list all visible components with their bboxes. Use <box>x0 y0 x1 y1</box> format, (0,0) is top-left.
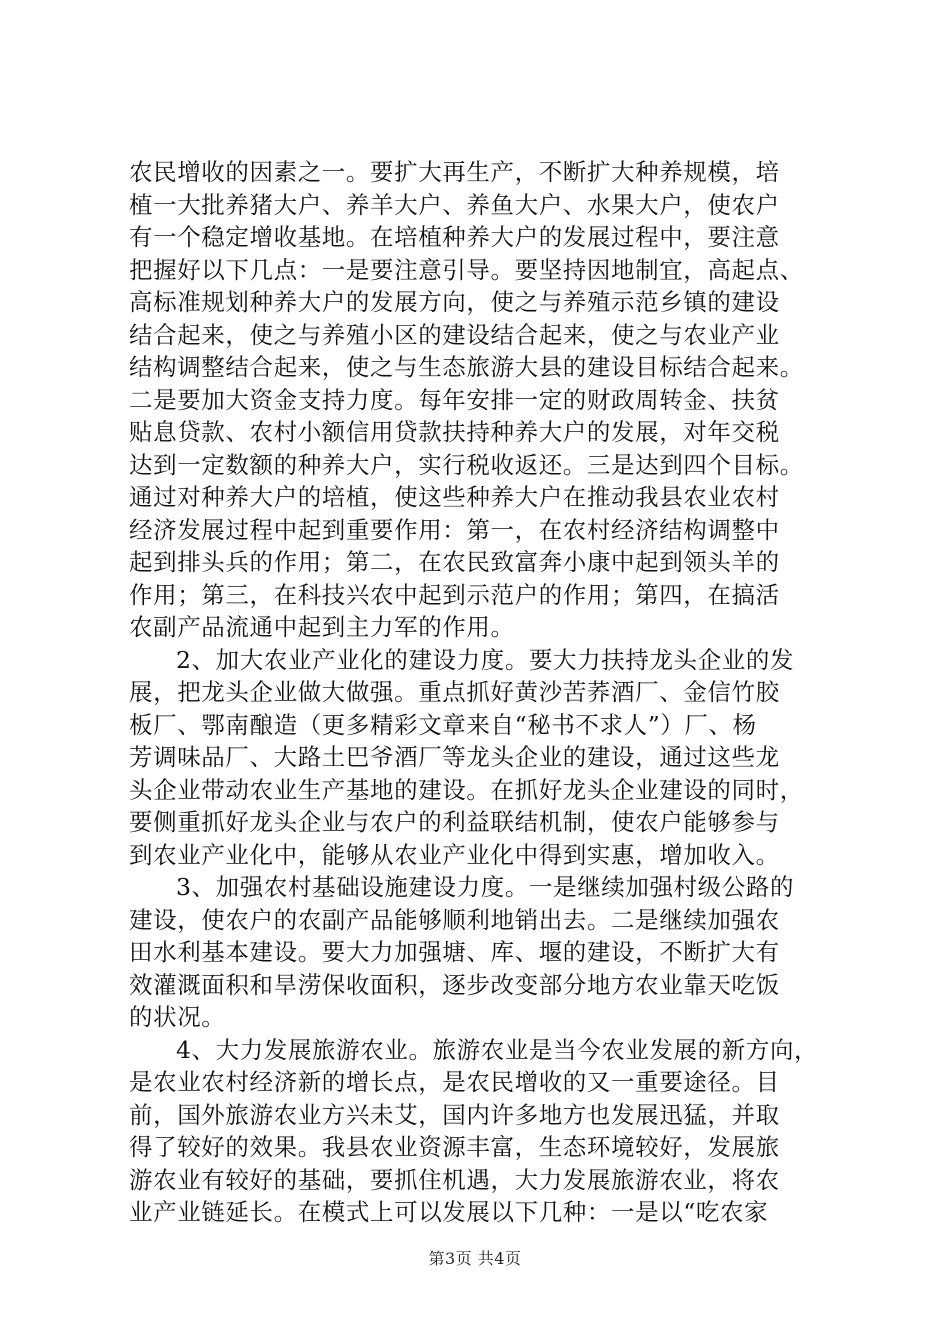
text-line: 前，国外旅游农业方兴未艾，国内许多地方也发展迅猛，并取 <box>129 1100 780 1129</box>
text-line: 高标准规划种养大户的发展方向，使之与养殖示范乡镇的建设 <box>129 288 780 316</box>
text-line: 经济发展过程中起到重要作用：第一，在农村经济结构调整中 <box>129 515 780 544</box>
text-line: 结构调整结合起来，使之与生态旅游大县的建设目标结合起来。 <box>129 353 804 381</box>
text-line: 游农业有较好的基础，要抓住机遇，大力发展旅游农业，将农 <box>129 1165 780 1194</box>
text-line: 田水利基本建设。要大力加强塘、库、堰的建设，不断扩大有 <box>129 938 780 966</box>
text-line: 板厂、鄂南酿造（更多精彩文章来自“秘书不求人”）厂、杨 <box>129 710 757 739</box>
page-footer: 第3页 共4页 <box>428 1249 522 1268</box>
text-line: 4、大力发展旅游农业。旅游农业是当今农业发展的新方向， <box>176 1035 819 1064</box>
text-line: 农民增收的因素之一。要扩大再生产，不断扩大种养规模，培 <box>129 158 780 186</box>
text-line: 二是要加大资金支持力度。每年安排一定的财政周转金、扶贫 <box>129 385 780 414</box>
text-line: 通过对种养大户的培植，使这些种养大户在推动我县农业农村 <box>129 483 780 511</box>
text-line: 结合起来，使之与养殖小区的建设结合起来，使之与农业产业 <box>129 320 780 349</box>
text-line: 起到排头兵的作用；第二，在农民致富奔小康中起到领头羊的 <box>129 548 780 576</box>
text-line: 建设，使农户的农副产品能够顺利地销出去。二是继续加强农 <box>129 905 780 934</box>
text-line: 芳调味品厂、大路土巴爷酒厂等龙头企业的建设，通过这些龙 <box>129 743 780 771</box>
text-line: 有一个稳定增收基地。在培植种养大户的发展过程中，要注意 <box>129 223 780 251</box>
text-line: 业产业链延长。在模式上可以发展以下几种：一是以“吃农家 <box>129 1198 769 1226</box>
text-line: 3、加强农村基础设施建设力度。一是继续加强村级公路的 <box>176 873 795 901</box>
text-line: 效灌溉面积和旱涝保收面积，逐步改变部分地方农业靠天吃饭 <box>129 970 780 999</box>
text-line: 2、加大农业产业化的建设力度。要大力扶持龙头企业的发 <box>176 645 795 674</box>
text-line: 是农业农村经济新的增长点，是农民增收的又一重要途径。目 <box>129 1068 780 1096</box>
text-line: 展，把龙头企业做大做强。重点抓好黄沙苦荞酒厂、金信竹胶 <box>129 678 780 706</box>
text-line: 植一大批养猪大户、养羊大户、养鱼大户、水果大户，使农户 <box>129 190 780 219</box>
text-line: 的状况。 <box>129 1003 226 1031</box>
body-text <box>129 156 854 1229</box>
text-line: 要侧重抓好龙头企业与农户的利益联结机制，使农户能够参与 <box>129 808 780 836</box>
text-line: 到农业产业化中，能够从农业产业化中得到实惠，增加收入。 <box>129 840 780 869</box>
text-line: 贴息贷款、农村小额信用贷款扶持种养大户的发展，对年交税 <box>129 418 780 446</box>
text-line: 农副产品流通中起到主力军的作用。 <box>129 613 515 641</box>
text-line: 作用；第三，在科技兴农中起到示范户的作用；第四，在搞活 <box>129 580 780 609</box>
text-line: 把握好以下几点：一是要注意引导。要坚持因地制宜，高起点、 <box>129 255 804 284</box>
text-line: 得了较好的效果。我县农业资源丰富，生态环境较好，发展旅 <box>129 1133 780 1161</box>
text-line: 头企业带动农业生产基地的建设。在抓好龙头企业建设的同时， <box>129 775 804 804</box>
text-line: 达到一定数额的种养大户，实行税收返还。三是达到四个目标。 <box>129 450 804 479</box>
